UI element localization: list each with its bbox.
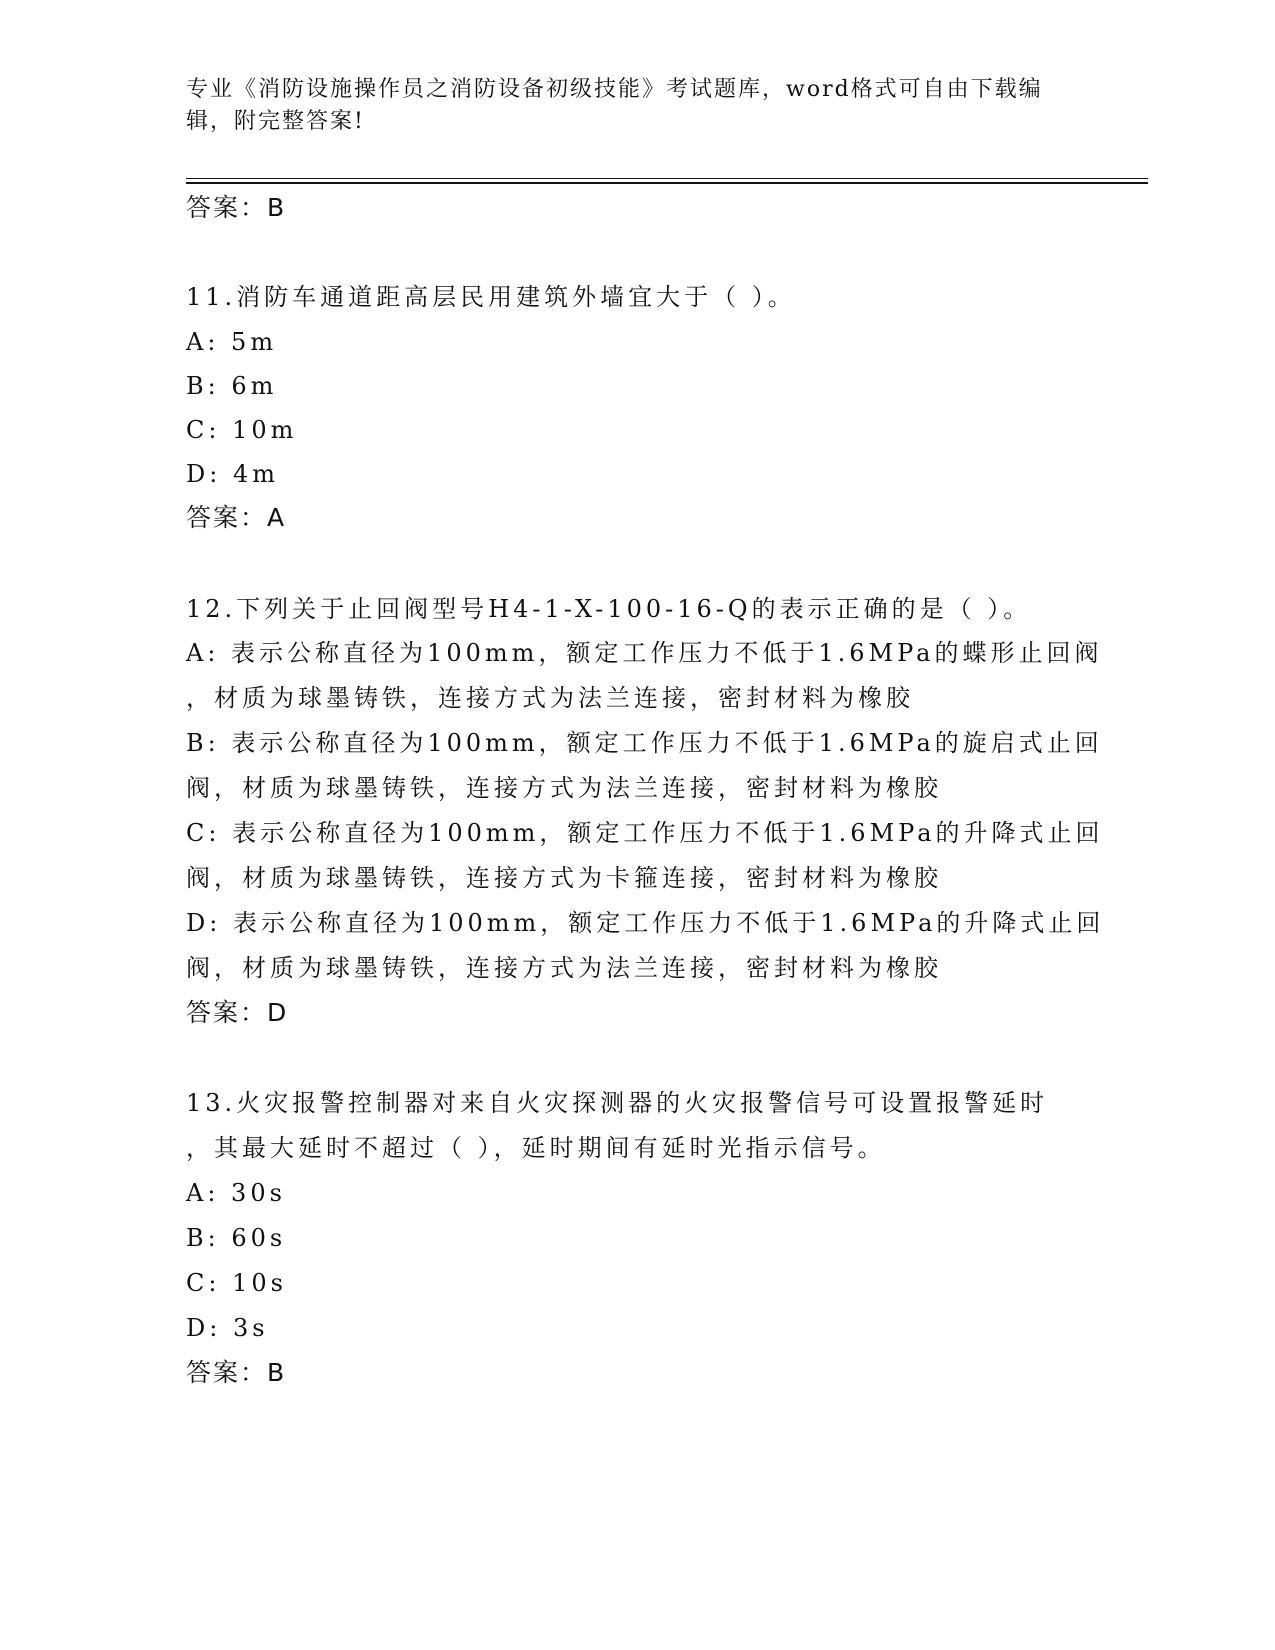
question-11-answer: 答案：A [186, 503, 287, 532]
question-11-option-b: B: 6m [186, 372, 278, 400]
question-12-option-b-line1: B: 表示公称直径为100mm，额定工作压力不低于1.6MPa的旋启式止回 [186, 729, 1103, 757]
question-12-option-c-line1: C: 表示公称直径为100mm，额定工作压力不低于1.6MPa的升降式止回 [186, 819, 1104, 847]
question-13-option-c: C: 10s [186, 1269, 287, 1297]
header-divider-thick [186, 182, 1148, 184]
question-12-option-d-line2: 阀，材质为球墨铸铁，连接方式为法兰连接，密封材料为橡胶 [186, 954, 942, 982]
question-11-option-a: A: 5m [186, 328, 278, 356]
question-11-option-c: C: 10m [186, 416, 298, 444]
question-13-option-d: D: 3s [186, 1314, 269, 1342]
question-13-answer: 答案：B [186, 1358, 287, 1387]
question-12-option-d-line1: D: 表示公称直径为100mm，额定工作压力不低于1.6MPa的升降式止回 [186, 909, 1105, 937]
previous-answer: 答案：B [186, 193, 287, 222]
question-12-option-b-line2: 阀，材质为球墨铸铁，连接方式为法兰连接，密封材料为橡胶 [186, 774, 942, 802]
document-header: 专业《消防设施操作员之消防设备初级技能》考试题库，word格式可自由下载编辑，附完整答案! [186, 77, 1043, 134]
question-11-option-d: D: 4m [186, 460, 279, 488]
question-13-text-line1: 13.火灾报警控制器对来自火灾探测器的火灾报警信号可设置报警延时 [186, 1089, 1049, 1117]
question-13-text-line2: ，其最大延时不超过（ ），延时期间有延时光指示信号。 [186, 1134, 886, 1162]
header-divider-thin [186, 178, 1148, 179]
question-11-text: 11.消防车通道距高层民用建筑外墙宜大于（ ）。 [186, 283, 796, 311]
question-12-text: 12.下列关于止回阀型号H4-1-X-100-16-Q的表示正确的是（ ）。 [186, 595, 1032, 623]
question-12-option-c-line2: 阀，材质为球墨铸铁，连接方式为卡箍连接，密封材料为橡胶 [186, 864, 942, 892]
question-13-option-a: A: 30s [186, 1179, 286, 1207]
question-13-option-b: B: 60s [186, 1224, 287, 1252]
question-12-option-a-line1: A: 表示公称直径为100mm，额定工作压力不低于1.6MPa的蝶形止回阀 [186, 639, 1103, 667]
question-12-answer: 答案：D [186, 998, 289, 1027]
question-12-option-a-line2: ，材质为球墨铸铁，连接方式为法兰连接，密封材料为橡胶 [186, 684, 914, 712]
